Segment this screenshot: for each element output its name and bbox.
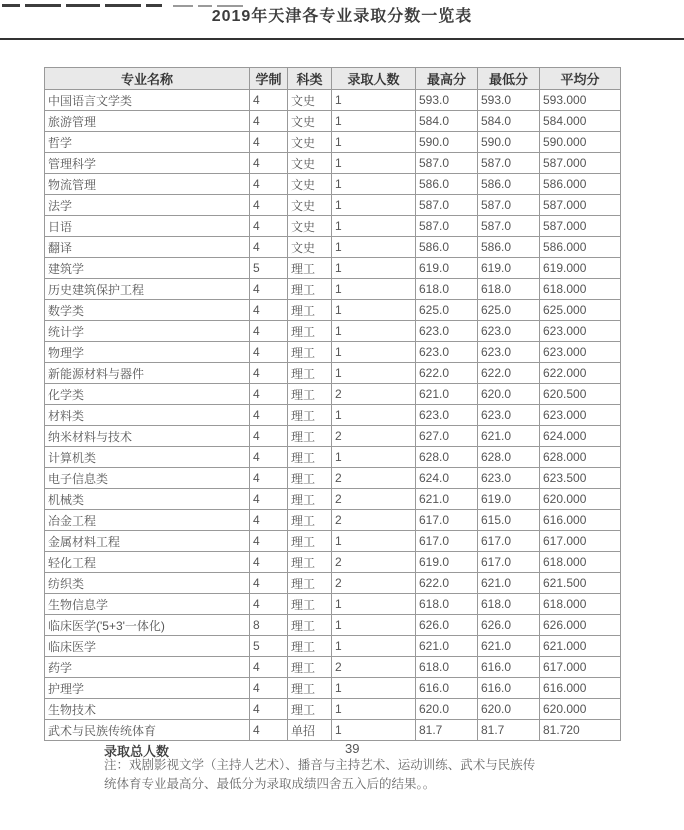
table-cell: 1 — [332, 90, 416, 111]
table-cell: 临床医学 — [45, 636, 250, 657]
table-cell: 1 — [332, 615, 416, 636]
table-cell: 1 — [332, 342, 416, 363]
table-cell: 619.0 — [478, 489, 540, 510]
table-cell: 1 — [332, 300, 416, 321]
table-cell: 623.0 — [478, 405, 540, 426]
table-cell: 建筑学 — [45, 258, 250, 279]
table-cell: 620.500 — [540, 384, 621, 405]
footnote-line-1: 注：戏剧影视文学（主持人艺术）、播音与主持艺术、运动训练、武术与民族传 — [104, 758, 536, 772]
table-cell: 1 — [332, 636, 416, 657]
table-cell: 628.0 — [478, 447, 540, 468]
table-cell: 586.000 — [540, 174, 621, 195]
table-cell: 理工 — [288, 657, 332, 678]
table-cell: 4 — [250, 132, 288, 153]
table-cell: 621.0 — [416, 384, 478, 405]
col-header-admitted: 录取人数 — [332, 68, 416, 90]
table-cell: 618.0 — [416, 279, 478, 300]
table-cell: 4 — [250, 594, 288, 615]
table-cell: 622.000 — [540, 363, 621, 384]
table-cell: 621.0 — [478, 636, 540, 657]
table-cell: 586.0 — [478, 174, 540, 195]
table-cell: 593.0 — [478, 90, 540, 111]
col-header-major: 专业名称 — [45, 68, 250, 90]
table-cell: 617.0 — [478, 552, 540, 573]
table-cell: 1 — [332, 594, 416, 615]
table-cell: 理工 — [288, 615, 332, 636]
table-row — [45, 195, 621, 216]
table-cell: 文史 — [288, 132, 332, 153]
table-cell: 理工 — [288, 552, 332, 573]
table-cell: 1 — [332, 174, 416, 195]
table-row — [45, 153, 621, 174]
table-cell: 619.0 — [478, 258, 540, 279]
table-cell: 单招 — [288, 720, 332, 741]
table-cell: 622.0 — [416, 363, 478, 384]
table-cell: 616.0 — [416, 678, 478, 699]
table-cell: 624.0 — [416, 468, 478, 489]
table-cell: 621.500 — [540, 573, 621, 594]
table-cell: 1 — [332, 153, 416, 174]
table-cell: 理工 — [288, 678, 332, 699]
table-row — [45, 111, 621, 132]
table-row — [45, 426, 621, 447]
table-row — [45, 363, 621, 384]
table-cell: 622.0 — [478, 363, 540, 384]
table-cell: 轻化工程 — [45, 552, 250, 573]
table-cell: 理工 — [288, 531, 332, 552]
table-row — [45, 489, 621, 510]
table-cell: 4 — [250, 447, 288, 468]
table-cell: 中国语言文学类 — [45, 90, 250, 111]
table-cell: 1 — [332, 237, 416, 258]
table-cell: 617.000 — [540, 531, 621, 552]
table-cell: 623.0 — [478, 468, 540, 489]
table-cell: 1 — [332, 720, 416, 741]
table-cell: 624.000 — [540, 426, 621, 447]
table-cell: 机械类 — [45, 489, 250, 510]
table-cell: 81.7 — [416, 720, 478, 741]
table-cell: 理工 — [288, 342, 332, 363]
table-cell: 理工 — [288, 699, 332, 720]
table-cell: 1 — [332, 678, 416, 699]
table-cell: 2 — [332, 489, 416, 510]
table-cell: 586.0 — [416, 237, 478, 258]
table-cell: 4 — [250, 699, 288, 720]
table-row — [45, 216, 621, 237]
col-header-category: 科类 — [288, 68, 332, 90]
table-cell: 武术与民族传统体育 — [45, 720, 250, 741]
table-cell: 理工 — [288, 363, 332, 384]
table-row — [45, 237, 621, 258]
table-cell: 4 — [250, 279, 288, 300]
table-cell: 4 — [250, 342, 288, 363]
table-row — [45, 510, 621, 531]
table-cell: 4 — [250, 174, 288, 195]
table-cell: 619.0 — [416, 258, 478, 279]
footnote-line-2: 统体育专业最高分、最低分为录取成绩四舍五入后的结果。。 — [104, 777, 436, 791]
table-cell: 4 — [250, 720, 288, 741]
table-cell: 2 — [332, 657, 416, 678]
table-cell: 理工 — [288, 573, 332, 594]
table-cell: 586.0 — [416, 174, 478, 195]
table-cell: 621.0 — [416, 636, 478, 657]
table-cell: 4 — [250, 90, 288, 111]
table-cell: 理工 — [288, 300, 332, 321]
table-cell: 理工 — [288, 384, 332, 405]
table-cell: 623.000 — [540, 405, 621, 426]
table-cell: 8 — [250, 615, 288, 636]
table-row — [45, 678, 621, 699]
table-row — [45, 321, 621, 342]
table-cell: 626.000 — [540, 615, 621, 636]
table-cell: 生物信息学 — [45, 594, 250, 615]
table-cell: 618.0 — [478, 594, 540, 615]
table-cell: 628.000 — [540, 447, 621, 468]
table-cell: 2 — [332, 468, 416, 489]
table-row — [45, 531, 621, 552]
table-cell: 新能源材料与器件 — [45, 363, 250, 384]
table-cell: 4 — [250, 237, 288, 258]
table-row — [45, 615, 621, 636]
col-header-min-score: 最低分 — [478, 68, 540, 90]
table-cell: 620.000 — [540, 699, 621, 720]
table-cell: 4 — [250, 405, 288, 426]
table-cell: 金属材料工程 — [45, 531, 250, 552]
table-cell: 1 — [332, 132, 416, 153]
table-cell: 618.000 — [540, 279, 621, 300]
table-cell: 理工 — [288, 279, 332, 300]
table-cell: 理工 — [288, 510, 332, 531]
table-row — [45, 636, 621, 657]
scores-table-body — [45, 90, 621, 741]
table-cell: 626.0 — [478, 615, 540, 636]
table-row — [45, 279, 621, 300]
table-header-row — [45, 68, 621, 90]
table-cell: 619.0 — [416, 552, 478, 573]
table-cell: 2 — [332, 510, 416, 531]
table-cell: 临床医学('5+3'一体化) — [45, 615, 250, 636]
table-cell: 1 — [332, 447, 416, 468]
table-cell: 日语 — [45, 216, 250, 237]
table-cell: 593.000 — [540, 90, 621, 111]
table-cell: 1 — [332, 699, 416, 720]
table-cell: 587.0 — [416, 216, 478, 237]
table-cell: 620.000 — [540, 489, 621, 510]
table-cell: 623.0 — [416, 321, 478, 342]
table-cell: 理工 — [288, 321, 332, 342]
col-header-years: 学制 — [250, 68, 288, 90]
table-cell: 2 — [332, 552, 416, 573]
table-row — [45, 300, 621, 321]
table-cell: 620.0 — [478, 384, 540, 405]
table-cell: 1 — [332, 111, 416, 132]
table-cell: 587.0 — [416, 195, 478, 216]
table-cell: 616.000 — [540, 510, 621, 531]
table-cell: 1 — [332, 321, 416, 342]
table-row — [45, 699, 621, 720]
table-cell: 4 — [250, 321, 288, 342]
table-cell: 文史 — [288, 195, 332, 216]
table-cell: 旅游管理 — [45, 111, 250, 132]
table-cell: 4 — [250, 111, 288, 132]
table-cell: 584.0 — [416, 111, 478, 132]
table-cell: 621.0 — [478, 426, 540, 447]
table-cell: 法学 — [45, 195, 250, 216]
table-row — [45, 405, 621, 426]
table-cell: 625.000 — [540, 300, 621, 321]
table-cell: 593.0 — [416, 90, 478, 111]
table-cell: 617.0 — [478, 531, 540, 552]
table-cell: 文史 — [288, 90, 332, 111]
table-cell: 4 — [250, 384, 288, 405]
table-cell: 冶金工程 — [45, 510, 250, 531]
table-cell: 2 — [332, 426, 416, 447]
table-cell: 理工 — [288, 426, 332, 447]
table-cell: 纺织类 — [45, 573, 250, 594]
table-cell: 纳米材料与技术 — [45, 426, 250, 447]
table-cell: 物理学 — [45, 342, 250, 363]
table-cell: 4 — [250, 678, 288, 699]
table-cell: 81.720 — [540, 720, 621, 741]
table-cell: 物流管理 — [45, 174, 250, 195]
table-cell: 理工 — [288, 447, 332, 468]
table-cell: 584.000 — [540, 111, 621, 132]
table-cell: 4 — [250, 216, 288, 237]
table-row — [45, 447, 621, 468]
table-cell: 4 — [250, 573, 288, 594]
table-cell: 药学 — [45, 657, 250, 678]
table-cell: 4 — [250, 552, 288, 573]
table-cell: 文史 — [288, 237, 332, 258]
table-cell: 1 — [332, 363, 416, 384]
total-admitted-value: 39 — [345, 741, 360, 756]
table-cell: 590.000 — [540, 132, 621, 153]
table-cell: 4 — [250, 510, 288, 531]
table-cell: 617.000 — [540, 657, 621, 678]
table-cell: 616.000 — [540, 678, 621, 699]
table-cell: 81.7 — [478, 720, 540, 741]
table-cell: 1 — [332, 195, 416, 216]
table-cell: 理工 — [288, 489, 332, 510]
table-row — [45, 384, 621, 405]
table-cell: 584.0 — [478, 111, 540, 132]
table-cell: 4 — [250, 531, 288, 552]
table-cell: 618.000 — [540, 552, 621, 573]
table-cell: 590.0 — [478, 132, 540, 153]
table-cell: 618.0 — [416, 594, 478, 615]
footnote — [104, 756, 594, 794]
table-cell: 4 — [250, 195, 288, 216]
table-cell: 理工 — [288, 468, 332, 489]
table-cell: 623.0 — [478, 342, 540, 363]
table-cell: 625.0 — [478, 300, 540, 321]
table-cell: 理工 — [288, 594, 332, 615]
table-cell: 1 — [332, 279, 416, 300]
table-cell: 618.0 — [478, 279, 540, 300]
table-cell: 1 — [332, 216, 416, 237]
table-cell: 文史 — [288, 111, 332, 132]
table-cell: 628.0 — [416, 447, 478, 468]
table-row — [45, 90, 621, 111]
table-cell: 材料类 — [45, 405, 250, 426]
table-cell: 5 — [250, 258, 288, 279]
col-header-avg-score: 平均分 — [540, 68, 621, 90]
table-row — [45, 552, 621, 573]
title-divider-rule — [0, 38, 684, 40]
table-cell: 590.0 — [416, 132, 478, 153]
table-cell: 587.000 — [540, 195, 621, 216]
table-cell: 历史建筑保护工程 — [45, 279, 250, 300]
table-cell: 哲学 — [45, 132, 250, 153]
table-cell: 625.0 — [416, 300, 478, 321]
table-cell: 627.0 — [416, 426, 478, 447]
total-admitted-label: 录取总人数 — [104, 744, 170, 759]
table-cell: 623.0 — [478, 321, 540, 342]
table-cell: 615.0 — [478, 510, 540, 531]
table-cell: 620.0 — [478, 699, 540, 720]
table-cell: 理工 — [288, 636, 332, 657]
table-cell: 623.000 — [540, 321, 621, 342]
table-cell: 587.000 — [540, 216, 621, 237]
table-cell: 587.0 — [478, 216, 540, 237]
table-cell: 1 — [332, 531, 416, 552]
table-cell: 1 — [332, 258, 416, 279]
table-cell: 586.0 — [478, 237, 540, 258]
table-cell: 586.000 — [540, 237, 621, 258]
scores-table — [44, 67, 621, 741]
table-cell: 理工 — [288, 405, 332, 426]
table-cell: 622.0 — [416, 573, 478, 594]
col-header-max-score: 最高分 — [416, 68, 478, 90]
table-cell: 文史 — [288, 153, 332, 174]
table-row — [45, 594, 621, 615]
table-cell: 生物技术 — [45, 699, 250, 720]
table-cell: 5 — [250, 636, 288, 657]
table-cell: 616.0 — [478, 657, 540, 678]
table-cell: 1 — [332, 405, 416, 426]
table-cell: 621.0 — [416, 489, 478, 510]
table-row — [45, 657, 621, 678]
table-row — [45, 174, 621, 195]
table-cell: 617.0 — [416, 510, 478, 531]
table-cell: 护理学 — [45, 678, 250, 699]
table-cell: 4 — [250, 363, 288, 384]
table-cell: 4 — [250, 153, 288, 174]
table-cell: 数学类 — [45, 300, 250, 321]
table-cell: 4 — [250, 468, 288, 489]
table-cell: 4 — [250, 489, 288, 510]
table-cell: 619.000 — [540, 258, 621, 279]
table-cell: 623.500 — [540, 468, 621, 489]
table-row — [45, 258, 621, 279]
scores-table-wrap — [44, 67, 622, 741]
table-cell: 587.0 — [478, 153, 540, 174]
table-cell: 587.0 — [416, 153, 478, 174]
table-cell: 2 — [332, 573, 416, 594]
table-cell: 626.0 — [416, 615, 478, 636]
table-cell: 计算机类 — [45, 447, 250, 468]
table-cell: 电子信息类 — [45, 468, 250, 489]
table-cell: 623.0 — [416, 342, 478, 363]
table-row — [45, 720, 621, 741]
table-cell: 623.0 — [416, 405, 478, 426]
table-cell: 621.0 — [478, 573, 540, 594]
table-cell: 618.000 — [540, 594, 621, 615]
table-cell: 620.0 — [416, 699, 478, 720]
table-cell: 管理科学 — [45, 153, 250, 174]
table-row — [45, 573, 621, 594]
table-row — [45, 468, 621, 489]
table-cell: 4 — [250, 300, 288, 321]
table-cell: 化学类 — [45, 384, 250, 405]
table-cell: 587.0 — [478, 195, 540, 216]
table-cell: 翻译 — [45, 237, 250, 258]
table-cell: 4 — [250, 426, 288, 447]
table-cell: 文史 — [288, 216, 332, 237]
table-row — [45, 132, 621, 153]
page-title: 2019年天津各专业录取分数一览表 — [211, 8, 473, 25]
table-cell: 2 — [332, 384, 416, 405]
table-cell: 587.000 — [540, 153, 621, 174]
table-cell: 4 — [250, 657, 288, 678]
table-cell: 统计学 — [45, 321, 250, 342]
table-cell: 623.000 — [540, 342, 621, 363]
table-cell: 616.0 — [478, 678, 540, 699]
table-cell: 理工 — [288, 258, 332, 279]
table-cell: 617.0 — [416, 531, 478, 552]
table-cell: 文史 — [288, 174, 332, 195]
table-cell: 621.000 — [540, 636, 621, 657]
table-row — [45, 342, 621, 363]
table-cell: 618.0 — [416, 657, 478, 678]
